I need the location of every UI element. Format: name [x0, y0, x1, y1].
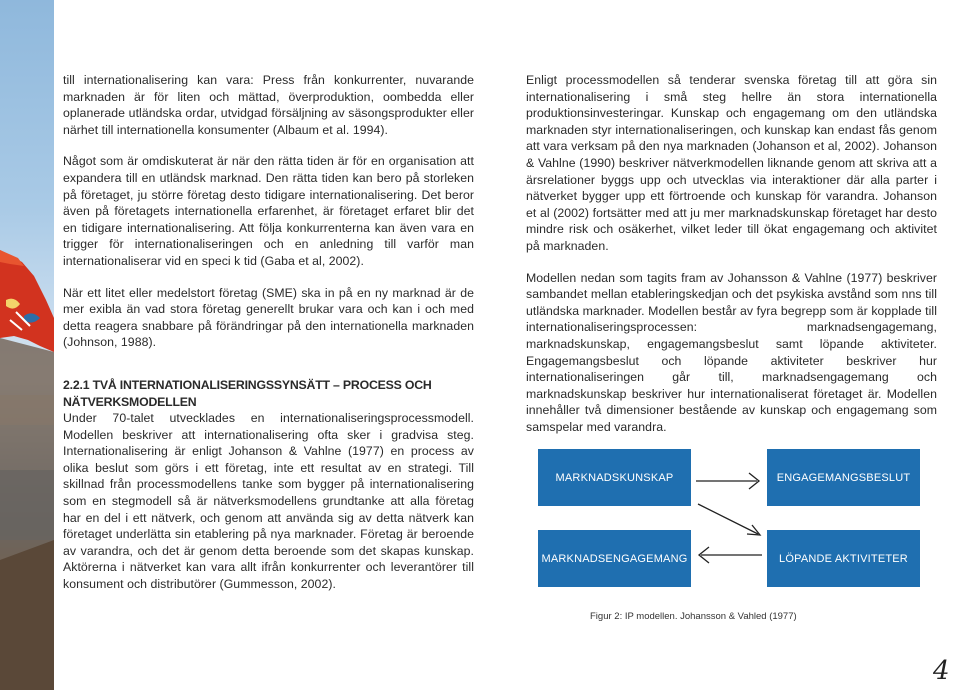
page-number: 4	[933, 656, 950, 686]
left-paragraph-1: till internationalisering kan vara: Press från konkurrenter, nuvarande marknaden är för liten och mättad, överproduktion, oombedda eller oplanerade utländska ordar, utvidgad försäljning av säsongsprodukter eller närhet till internationella konsumenter (Albaum et al. 1994).	[63, 73, 474, 137]
diagram-box-label: ENGAGEMANGSBESLUT	[776, 471, 911, 484]
section-heading: 2.2.1 TVÅ INTERNATIONALISERINGSSYNSÄTT – PROCESS OCH NÄTVERKSMODELLEN	[63, 377, 432, 409]
right-paragraph-2: Modellen nedan som tagits fram av Johansson & Vahlne (1977) beskriver sambandet mellan etableringskedjan och det psykiska avstånd som nns till utländska marknader. Modellen består av fyra begrepp som är kopplade till internationaliseringsprocessen: marknadsengagemang, marknadskunskap, engagemangsbeslut samt löpande aktiviteter. Engagemangsbeslut och löpande aktiviteter beskriver hur internationaliseringen går till, marknadsengagemang och marknadskunskap beskriver hur internationaliserat företaget är. Modellen innehåller två dimensioner bestående av kunskap och engagemang som samspelar med varandra.	[526, 270, 937, 434]
diagram-box-label: MARKNADSKUNSKAP	[555, 471, 674, 484]
arrow-left-bottom	[699, 547, 762, 563]
diagram-box-label: LÖPANDE AKTIVITETER	[779, 552, 908, 565]
diagram-box-label: MARKNADSENGAGEMANG	[541, 552, 688, 565]
figure-caption: Figur 2: IP modellen. Johansson & Vahled (1977)	[590, 611, 797, 622]
section-paragraph: Under 70-talet utvecklades en internationaliseringsprocessmodell. Modellen beskriver att internationalisering ofta sker i gradvisa steg. Internationalisering är enligt Johanson & Vahlne (1977) en process av olika beslut som görs i ett företag, inte ett resultat av en strategi. Till skillnad från processmodellens tanke som bygger på internationalisering som en stegmodell så är nätverksmodellens grundtanke att alla företag har en del i ett nätverk, och genom att använda sig av detta nätverk kan företaget underlätta sin etablering på nya marknader. Företag är beroende av varandra, och det är genom detta beroende som det skapas kunskap. Aktörerna i nätverket kan vara allt ifrån konkurrenter och leverantörer till konsument och distributörer (Gummesson, 2002).	[63, 411, 474, 592]
left-paragraph-2: Något som är omdiskuterat är när den rätta tiden är för en organisation att expandera till en utländsk marknad. Den rätta tiden kan bero på storleken på företaget, ju större företag desto tidigare internationalisering. Det beror även på företagets internationella erfarenhet, är företaget erfaret blir det en tidigare internationalisering. Att följa konkurrenterna kan även vara en trigger för internationaliseringen och en anledning till varför man internationaliserar vid en speci k tid (Gaba et al, 2002).	[63, 154, 474, 268]
arrow-right-top	[696, 473, 759, 489]
right-paragraph-1: Enligt processmodellen så tenderar svenska företag till att göra sin internationalisering i små steg hellre än stora internationella produktionsinvesteringar. Kunskap och engagemang om den utländska marknaden styr internationaliseringen, och kunskap kan endast fås genom att vara verksam på den nya marknaden (Johanson et al, 2002). Johanson & Vahlne (1990) beskriver nätverkmodellen liknande genom att skriva att a ärsrelationer byggs upp och utvecklas via interaktioner där alla parter i nätverket bygger upp ett förtroende och kunskap för varandra. Johanson et al (2002) fortsätter med att ju mer marknadskunskap företaget har desto mindre risk och osäkerhet, vilket leder till ökat engagemang och aktivitet på marknaden.	[526, 73, 937, 253]
arrow-diagonal	[698, 504, 760, 535]
left-paragraph-3: När ett litet eller medelstort företag (SME) ska in på en ny marknad är de mer exibla än vad stora företag generellt brukar vara och kan i och med detta reagera snabbare på förändringar på den internationella marknaden (Johnson, 1988).	[63, 285, 474, 350]
